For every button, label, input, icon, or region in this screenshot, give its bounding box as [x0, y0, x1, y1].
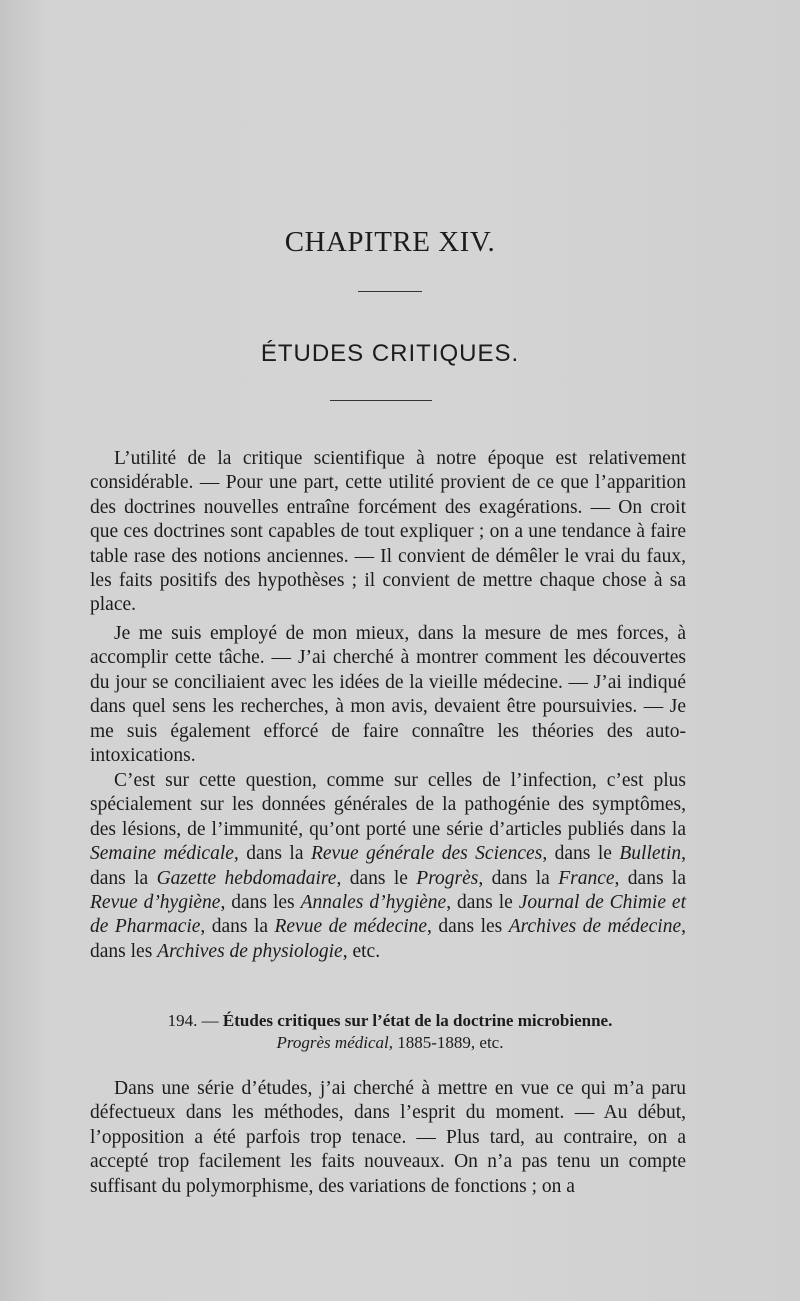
chapter-title: ÉTUDES CRITIQUES. [260, 340, 520, 367]
paragraph-text [90, 769, 686, 964]
journal-name: Archives de physiologie [157, 940, 343, 962]
text-run: , dans le [446, 892, 519, 914]
journal-name: France [558, 867, 615, 889]
text-run: , dans le [542, 843, 620, 865]
paragraph [90, 1077, 686, 1199]
journal-name: Progrès [416, 867, 479, 889]
text-run: , dans la [200, 916, 275, 938]
journal-name: Journal de Chimie et de Pharmacie [90, 892, 687, 938]
section-source-rest: , 1885-1889, etc. [388, 1033, 504, 1052]
section-number: 194. — [167, 1011, 223, 1030]
divider-rule [358, 291, 422, 292]
text-run: , dans la [90, 843, 686, 889]
text-run: , dans le [336, 867, 417, 889]
section-source-line [0, 1032, 780, 1054]
text-run: , dans la [233, 843, 311, 865]
text-run: , dans les [90, 916, 686, 962]
paragraph-text: L’utilité de la critique scientifique à notre époque est relativement considérable. — Pour une part, cette utilité provient de ce que l’apparition des doctrines nouvelles entraîne forcément des exagérations. — On croit que ces doctrines sont capables de tout expliquer ; on a une tendance à faire table rase des notions anciennes. — Il convient de démêler le vrai du faux, les faits positifs des hypothèses ; il convient de mettre chaque chose à sa place. [90, 448, 686, 616]
journal-name: Annales d’hygiène [300, 892, 447, 914]
paragraph [90, 769, 686, 964]
journal-name: Gazette hebdomadaire [156, 867, 337, 889]
paragraph-text: Dans une série d’études, j’ai cherché à mettre en vue ce qui m’a paru défectueux dans les méthodes, dans l’esprit du moment. — Au début, l’opposition a été parfois trop tenace. — Plus tard, au contraire, on a accepté trop facilement les faits nouveaux. On n’a pas tenu un compte suffisant du polymorphisme, des variations de fonctions ; on a [90, 1078, 686, 1197]
journal-name: Revue générale des Sciences [310, 843, 543, 865]
journal-name: Semaine médicale [90, 843, 234, 865]
paragraph [90, 447, 686, 618]
text-run: C’est sur cette question, comme sur celles de l’infection, c’est plus spécialement sur les données générales de la pathogénie des symptômes, des lésions, de l’immunité, qu’ont porté une série d’articles publiés dans la [90, 770, 686, 840]
text-run: , dans les [220, 892, 301, 914]
chapter-heading: CHAPITRE XIV. [284, 226, 496, 258]
text-run: , dans la [614, 867, 686, 889]
divider-rule [330, 400, 432, 401]
text-run: , dans la [478, 867, 559, 889]
paragraph-text: Je me suis employé de mon mieux, dans la mesure de mes forces, à accomplir cette tâche. — J’ai cherché à montrer comment les découvertes du jour se conciliaient avec les idées de la vieille médecine. — J’ai indiqué dans quel sens les recherches, à mon avis, devaient être poursuivies. — Je me suis également efforcé de faire connaître les théories des auto-intoxications. [90, 623, 686, 767]
text-run: , dans les [427, 916, 509, 938]
section-title-line [0, 1010, 780, 1032]
section-source: Progrès médical [276, 1033, 389, 1052]
paragraph [90, 622, 686, 768]
journal-name: Bulletin [619, 843, 682, 865]
section-heading [0, 1010, 780, 1054]
text-run: , etc. [342, 940, 381, 962]
journal-name: Revue de médecine [274, 916, 428, 938]
section-title: Études critiques sur l’état de la doctrine microbienne. [222, 1011, 613, 1030]
journal-name: Archives de médecine [508, 916, 682, 938]
journal-name: Revue d’hygiène [90, 892, 221, 914]
